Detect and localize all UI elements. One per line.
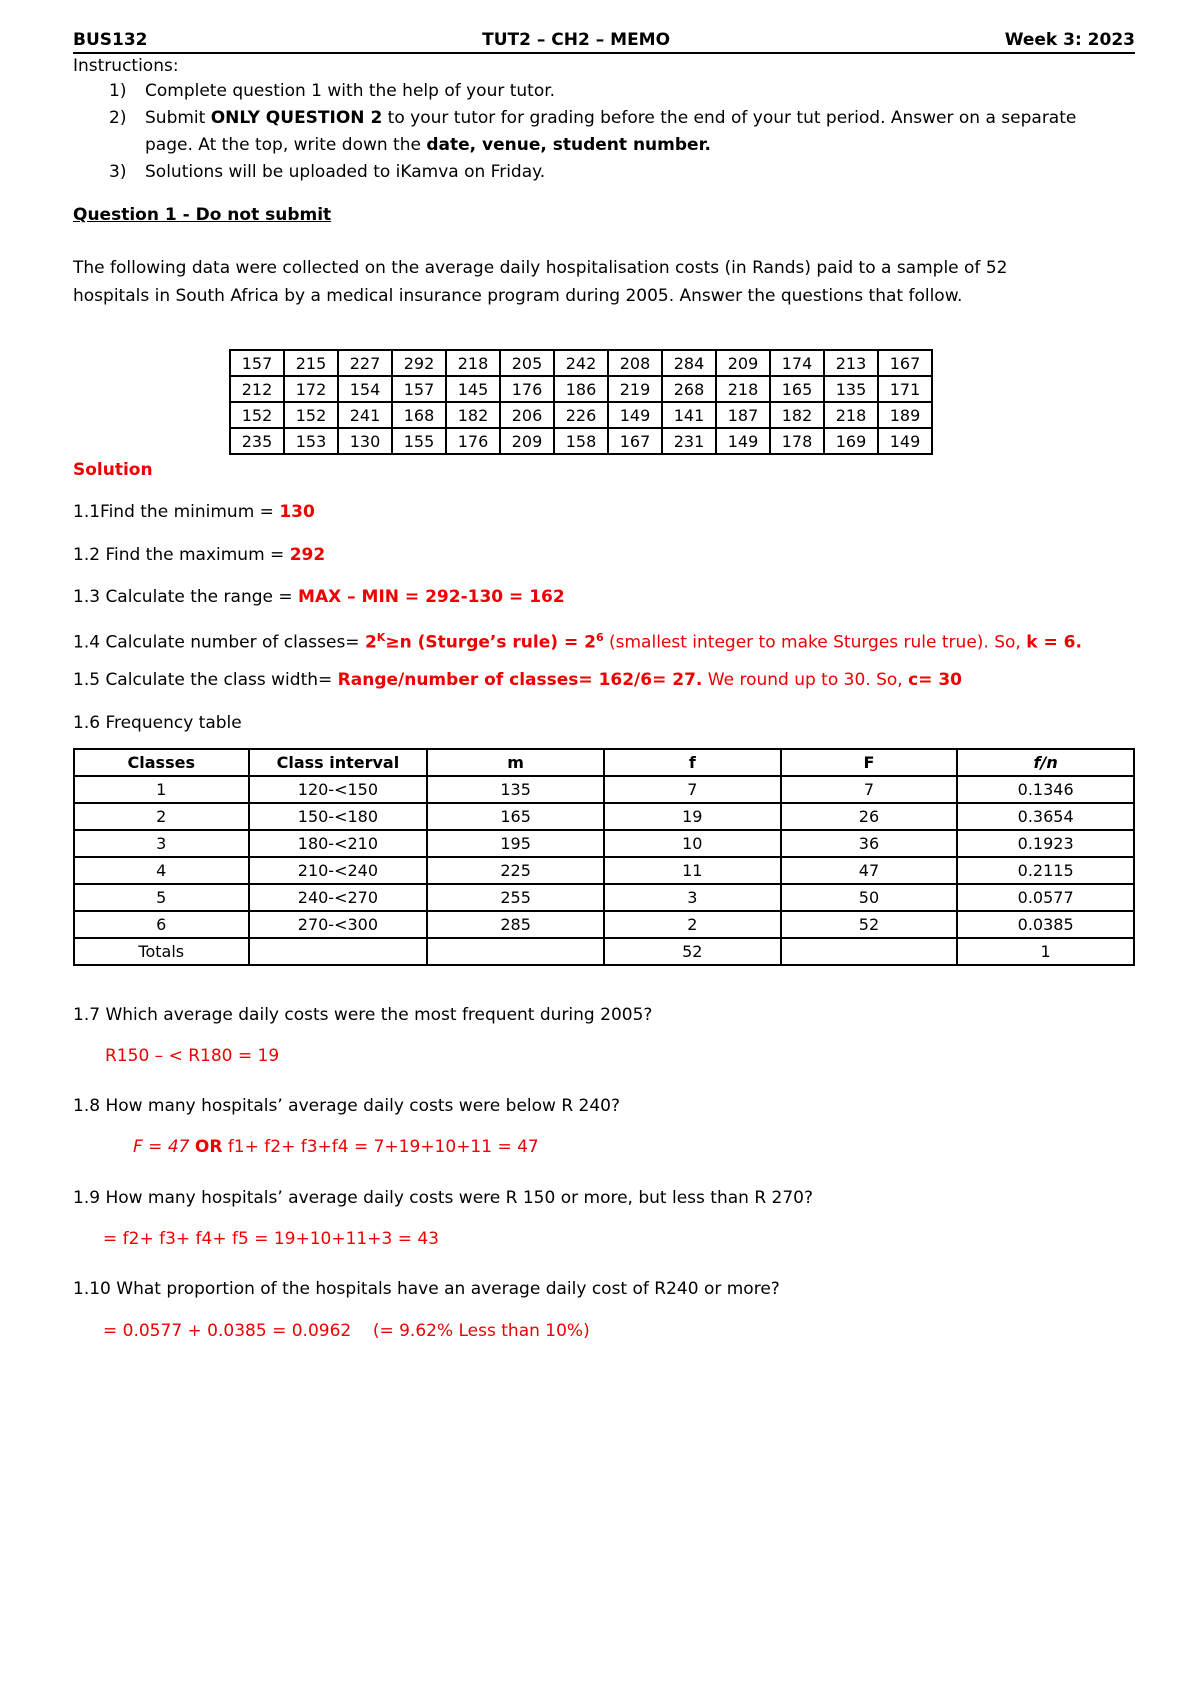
table-cell: 215 [284,350,338,376]
table-cell: 3 [604,884,781,911]
table-cell: 178 [770,428,824,454]
solution-title: Solution [73,460,153,480]
answer-1-10: = 0.0577 + 0.0385 = 0.0962 (= 9.62% Less than 10%) [103,1321,590,1341]
table-cell: 0.0577 [957,884,1134,911]
answer-1-3: 1.3 Calculate the range = MAX – MIN = 292-130 = 162 [73,587,565,607]
table-cell: 226 [554,402,608,428]
table-cell: 2 [74,803,249,830]
list-item: 1) Complete question 1 with the help of your tutor. [109,81,556,101]
table-cell: 135 [427,776,604,803]
question-1-7: 1.7 Which average daily costs were the most frequent during 2005? [73,1005,653,1025]
table-row [230,428,932,454]
table-cell: 36 [781,830,958,857]
table-cell: 165 [427,803,604,830]
table-cell: 212 [230,376,284,402]
table-cell [427,938,604,965]
table-cell: 2 [604,911,781,938]
table-cell: Totals [74,938,249,965]
table-cell: 168 [392,402,446,428]
instructions-title: Instructions: [73,56,179,76]
column-header: Classes [74,749,249,776]
table-cell: 167 [608,428,662,454]
table-row [74,857,1134,884]
table-cell: 270-<300 [249,911,428,938]
table-cell: 0.2115 [957,857,1134,884]
table-cell: 240-<270 [249,884,428,911]
table-cell: 120-<150 [249,776,428,803]
table-cell: 135 [824,376,878,402]
table-cell: 4 [74,857,249,884]
answer-1-6: 1.6 Frequency table [73,713,242,733]
table-cell: 209 [716,350,770,376]
table-cell: 158 [554,428,608,454]
page-header [73,30,1135,54]
table-cell: 157 [230,350,284,376]
answer-1-4: 1.4 Calculate number of classes= $2^K\ge n$ (Sturge’s rule) = $2^6$ (smallest integer to make Sturges rule true). So, k = 6. [73,631,1082,653]
table-cell: 165 [770,376,824,402]
table-cell: 150-<180 [249,803,428,830]
table-cell: 0.1346 [957,776,1134,803]
table-cell: 208 [608,350,662,376]
table-cell: 284 [662,350,716,376]
course-code: BUS132 [73,30,148,50]
table-row [230,376,932,402]
table-cell: 1 [74,776,249,803]
table-cell: 0.1923 [957,830,1134,857]
answer-1-2: 1.2 Find the maximum = 292 [73,545,326,565]
table-cell [781,938,958,965]
column-header: F [781,749,958,776]
table-cell: 0.0385 [957,911,1134,938]
table-cell: 149 [716,428,770,454]
answer-1-7: R150 – < R180 = 19 [105,1046,280,1066]
table-cell: 0.3654 [957,803,1134,830]
table-cell: 187 [716,402,770,428]
table-cell: 171 [878,376,932,402]
table-cell: 176 [500,376,554,402]
table-cell: 152 [284,402,338,428]
table-row [230,350,932,376]
answer-1-1: 1.1Find the minimum = 130 [73,502,315,522]
answer-1-5: 1.5 Calculate the class width= Range/number of classes= 162/6= 27. We round up to 30. So, c= 30 [73,670,962,690]
table-cell: 218 [716,376,770,402]
table-cell: 195 [427,830,604,857]
column-header: m [427,749,604,776]
table-cell: 52 [781,911,958,938]
answer-1-8: F = 47 OR f1+ f2+ f3+f4 = 7+19+10+11 = 47 [133,1137,539,1157]
table-cell: 145 [446,376,500,402]
table-cell: 169 [824,428,878,454]
raw-data-table [229,349,933,455]
answer-1-9: = f2+ f3+ f4+ f5 = 19+10+11+3 = 43 [103,1229,439,1249]
document-page [73,30,1135,1341]
table-cell: 189 [878,402,932,428]
table-cell: 10 [604,830,781,857]
frequency-table [73,748,1135,966]
list-item: 3) Solutions will be uploaded to iKamva on Friday. [109,162,546,182]
table-cell: 141 [662,402,716,428]
table-row [74,830,1134,857]
header-week: Week 3: 2023 [1004,30,1135,50]
table-cell: 6 [74,911,249,938]
table-cell: 153 [284,428,338,454]
question-1-8: 1.8 How many hospitals’ average daily costs were below R 240? [73,1096,621,1116]
table-cell: 227 [338,350,392,376]
table-cell: 268 [662,376,716,402]
header-title: TUT2 – CH2 – MEMO [482,30,671,50]
table-cell: 174 [770,350,824,376]
table-cell: 11 [604,857,781,884]
table-cell: 209 [500,428,554,454]
question-1-9: 1.9 How many hospitals’ average daily costs were R 150 or more, but less than R 270? [73,1188,814,1208]
table-cell: 52 [604,938,781,965]
table-cell: 157 [392,376,446,402]
table-cell: 155 [392,428,446,454]
table-cell: 219 [608,376,662,402]
table-cell: 206 [500,402,554,428]
totals-row [74,938,1134,965]
table-row [74,911,1134,938]
table-cell: 19 [604,803,781,830]
table-cell: 1 [957,938,1134,965]
table-cell: 152 [230,402,284,428]
table-cell: 231 [662,428,716,454]
list-item: 2) Submit ONLY QUESTION 2 to your tutor for grading before the end of your tut period. Answer on a separate [109,108,1077,128]
table-cell: 172 [284,376,338,402]
table-cell: 213 [824,350,878,376]
question-1-intro: The following data were collected on the average daily hospitalisation costs (in Rands) paid to a sample of 52 hospitals in South Africa by a medical insurance program during 2005. Answer the questions that follow. [73,258,1008,306]
table-cell: 7 [781,776,958,803]
table-cell: 167 [878,350,932,376]
table-cell: 26 [781,803,958,830]
table-cell: 225 [427,857,604,884]
table-cell: 218 [446,350,500,376]
table-cell: 149 [608,402,662,428]
table-cell: 149 [878,428,932,454]
question-1-title: Question 1 - Do not submit [73,205,332,225]
column-header: Class interval [249,749,428,776]
table-cell: 241 [338,402,392,428]
instructions-list [73,78,1135,186]
table-cell: 154 [338,376,392,402]
table-row [74,776,1134,803]
table-cell: 47 [781,857,958,884]
table-cell: 5 [74,884,249,911]
table-row [74,884,1134,911]
question-1-10: 1.10 What proportion of the hospitals have an average daily cost of R240 or more? [73,1279,780,1299]
table-cell: 50 [781,884,958,911]
column-header: f [604,749,781,776]
table-cell: 292 [392,350,446,376]
table-cell: 176 [446,428,500,454]
table-cell: 182 [446,402,500,428]
table-cell: 3 [74,830,249,857]
table-row [230,402,932,428]
table-cell: 285 [427,911,604,938]
table-cell [249,938,428,965]
table-cell: 218 [824,402,878,428]
table-cell: 235 [230,428,284,454]
table-cell: 205 [500,350,554,376]
list-item-continuation: page. At the top, write down the date, venue, student number. [145,135,711,155]
table-cell: 180-<210 [249,830,428,857]
table-cell: 130 [338,428,392,454]
table-cell: 255 [427,884,604,911]
table-cell: 182 [770,402,824,428]
table-row [74,803,1134,830]
table-cell: 242 [554,350,608,376]
table-cell: 210-<240 [249,857,428,884]
table-cell: 186 [554,376,608,402]
column-header: f/n [957,749,1134,776]
table-cell: 7 [604,776,781,803]
